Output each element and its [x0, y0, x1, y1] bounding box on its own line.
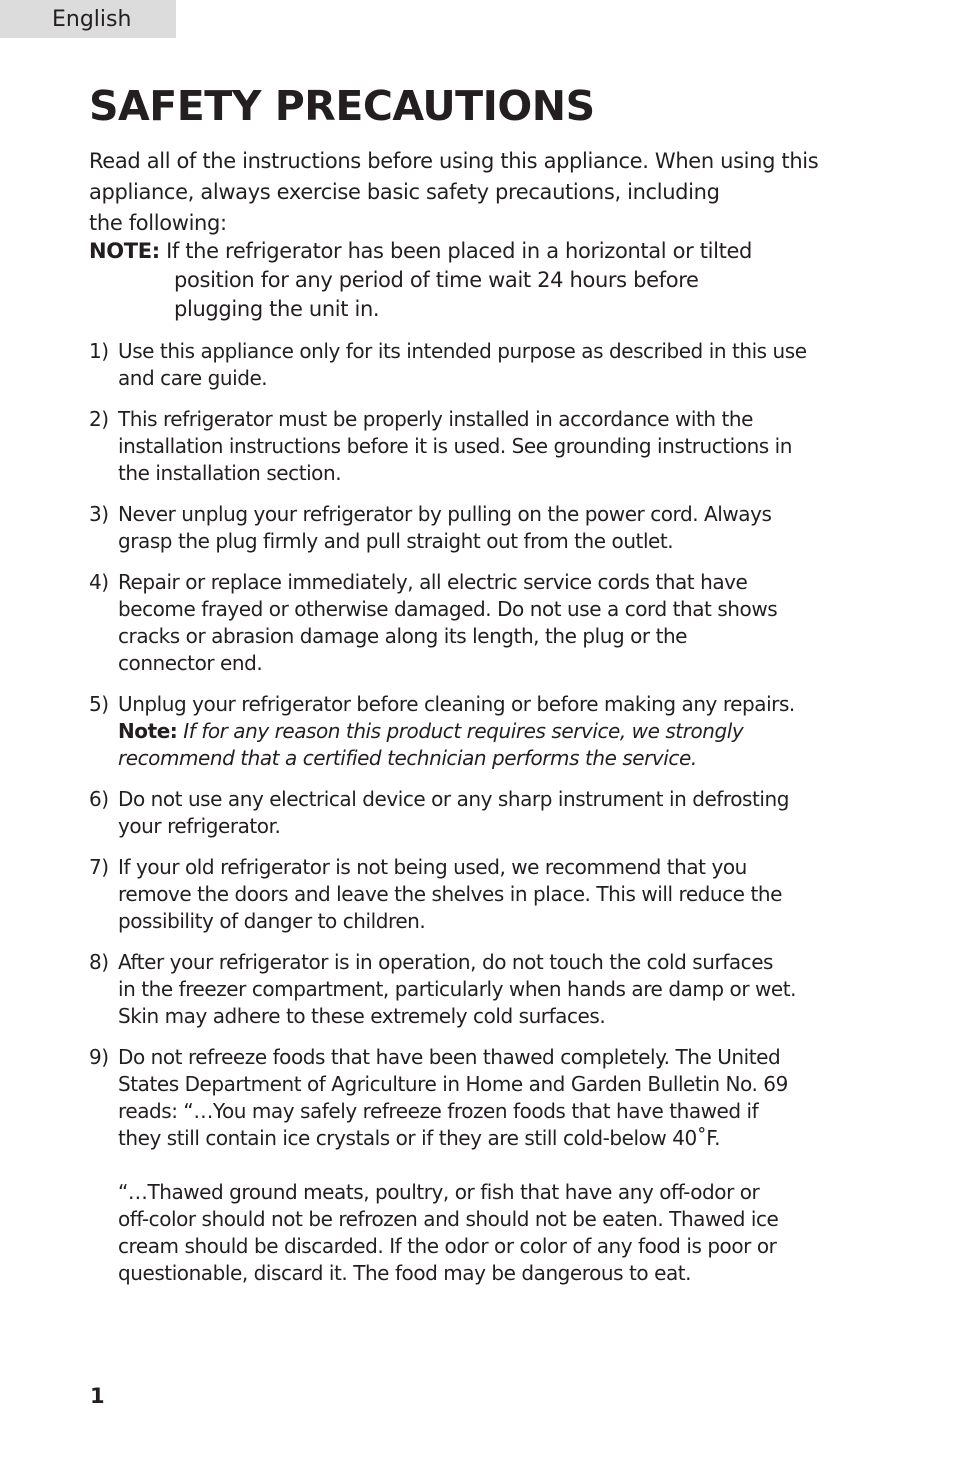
item-note-label: Note:: [118, 719, 178, 743]
list-item: [89, 406, 879, 487]
item-line: reads: “…You may safely refreeze frozen foods that have thawed if: [118, 1099, 759, 1123]
intro-line: appliance, always exercise basic safety precautions, including: [89, 180, 720, 204]
page-number: 1: [90, 1384, 105, 1408]
item-note-text: recommend that a certified technician performs the service.: [118, 746, 697, 770]
item-number: 7): [89, 855, 109, 879]
list-item: [89, 691, 879, 772]
item-quote-line: questionable, discard it. The food may be dangerous to eat.: [118, 1261, 692, 1285]
note-label: NOTE:: [89, 239, 160, 263]
item-line: the installation section.: [118, 461, 342, 485]
note-line: If the refrigerator has been placed in a horizontal or tilted: [166, 239, 753, 263]
item-line: cracks or abrasion damage along its length, the plug or the: [118, 624, 688, 648]
item-quote-line: “…Thawed ground meats, poultry, or fish that have any off-odor or: [118, 1180, 760, 1204]
page-title: SAFETY PRECAUTIONS: [89, 82, 595, 130]
intro-line: the following:: [89, 211, 227, 235]
item-number: 8): [89, 950, 109, 974]
note-line: plugging the unit in.: [174, 297, 380, 321]
item-line: your refrigerator.: [118, 814, 281, 838]
list-item: [89, 1044, 879, 1287]
paragraph-gap: [118, 1152, 879, 1179]
item-number: 1): [89, 339, 109, 363]
item-number: 3): [89, 502, 109, 526]
item-line: Never unplug your refrigerator by pulling on the power cord. Always: [118, 502, 772, 526]
item-number: 5): [89, 692, 109, 716]
item-line: After your refrigerator is in operation, do not touch the cold surfaces: [118, 950, 774, 974]
item-line: Do not use any electrical device or any sharp instrument in defrosting: [118, 787, 789, 811]
note-line: position for any period of time wait 24 hours before: [174, 268, 699, 292]
item-number: 2): [89, 407, 109, 431]
list-item: [89, 338, 879, 392]
item-line: This refrigerator must be properly installed in accordance with the: [118, 407, 754, 431]
item-line: Repair or replace immediately, all electric service cords that have: [118, 570, 748, 594]
item-quote-line: off-color should not be refrozen and should not be eaten. Thawed ice: [118, 1207, 779, 1231]
item-line: Unplug your refrigerator before cleaning or before making any repairs.: [118, 692, 795, 716]
item-number: 9): [89, 1045, 109, 1069]
language-tab: English: [0, 0, 176, 38]
intro-paragraph: [89, 146, 869, 239]
list-item: [89, 501, 879, 555]
item-line: remove the doors and leave the shelves in place. This will reduce the: [118, 882, 782, 906]
list-item: [89, 786, 879, 840]
item-note-line: [118, 718, 879, 745]
item-line: If your old refrigerator is not being used, we recommend that you: [118, 855, 747, 879]
item-line: in the freezer compartment, particularly when hands are damp or wet.: [118, 977, 797, 1001]
item-number: 6): [89, 787, 109, 811]
note-first-line: [89, 237, 869, 266]
item-line: they still contain ice crystals or if they are still cold-below 40˚F.: [118, 1126, 721, 1150]
item-note-text: If for any reason this product requires service, we strongly: [183, 719, 744, 743]
list-item: [89, 569, 879, 677]
intro-line: Read all of the instructions before using this appliance. When using this: [89, 149, 819, 173]
item-line: Do not refreeze foods that have been thawed completely. The United: [118, 1045, 781, 1069]
list-item: [89, 949, 879, 1030]
item-line: Skin may adhere to these extremely cold surfaces.: [118, 1004, 606, 1028]
list-item: [89, 854, 879, 935]
item-line: grasp the plug firmly and pull straight out from the outlet.: [118, 529, 674, 553]
item-line: installation instructions before it is used. See grounding instructions in: [118, 434, 793, 458]
item-number: 4): [89, 570, 109, 594]
note-block: [89, 237, 869, 324]
item-line: Use this appliance only for its intended purpose as described in this use: [118, 339, 807, 363]
item-quote-line: cream should be discarded. If the odor or color of any food is poor or: [118, 1234, 777, 1258]
item-line: become frayed or otherwise damaged. Do not use a cord that shows: [118, 597, 778, 621]
item-line: and care guide.: [118, 366, 268, 390]
safety-list: [89, 338, 879, 1301]
item-line: possibility of danger to children.: [118, 909, 426, 933]
item-line: States Department of Agriculture in Home and Garden Bulletin No. 69: [118, 1072, 788, 1096]
item-line: connector end.: [118, 651, 263, 675]
